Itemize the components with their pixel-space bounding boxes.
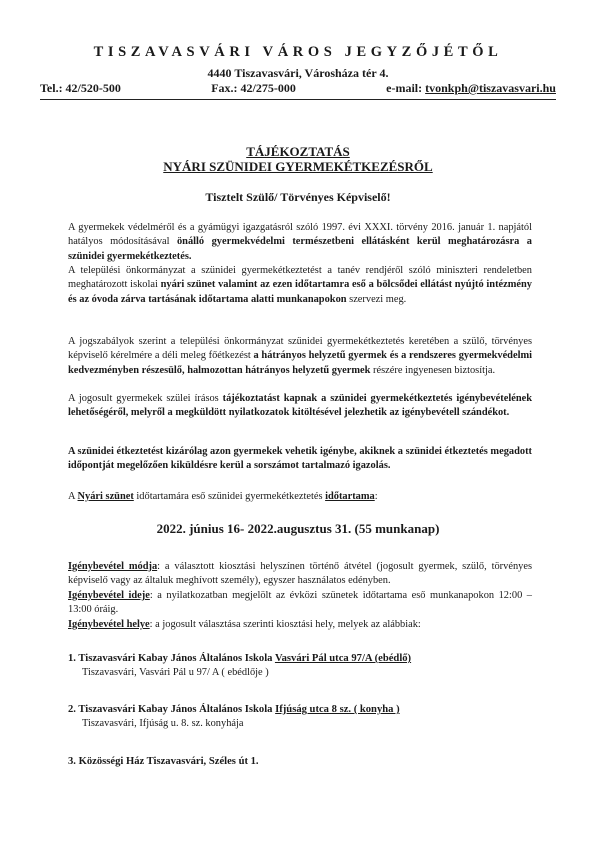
doc-title: TÁJÉKOZTATÁS <box>246 144 350 159</box>
method-text: : a választott kiosztási helyszínen történő átvétel (jogosult gyermek, szülő, törvényes képviselő vagy az általuk meghívott személy), egyszer használatos edényben. <box>68 561 532 587</box>
paragraph-6-pre: A <box>68 491 78 502</box>
paragraph-8 <box>68 589 532 618</box>
summer-break-term: Nyári szünet <box>77 491 134 502</box>
time-label: Igénybevétel ideje <box>68 590 150 601</box>
list-item-location: Ifjúság utca 8 sz. ( konyha ) <box>275 704 400 715</box>
list-item-number: 2. <box>68 704 79 715</box>
paragraph-4-text: A jogosult gyermekek szülei írásos <box>68 393 223 404</box>
issuer-name: TISZAVASVÁRI VÁROS JEGYZŐJÉTŐL <box>93 44 503 60</box>
paragraph-1 <box>68 221 532 264</box>
doc-subtitle: NYÁRI SZÜNIDEI GYERMEKÉTKEZÉSRŐL <box>163 159 433 174</box>
list-item-address: Tiszavasvári, Ifjúság u. 8. sz. konyhája <box>82 718 244 729</box>
email-label: e-mail: <box>386 81 426 95</box>
date-range: 2022. június 16- 2022.augusztus 31. (55 munkanap) <box>156 521 440 536</box>
list-item-name: Közösségi Ház Tiszavasvári, Széles út 1. <box>78 756 259 767</box>
header-divider <box>40 99 556 100</box>
list-item <box>68 755 259 769</box>
paragraph-2 <box>68 264 532 307</box>
list-item-name: Tiszavasvári Kabay János Általános Iskola <box>78 704 276 715</box>
paragraph-4 <box>68 392 532 421</box>
phone-number: Tel.: 42/520-500 <box>40 81 121 95</box>
list-item-number: 1. <box>68 653 79 664</box>
duration-term: időtartama <box>325 491 375 502</box>
place-label: Igénybevétel helye <box>68 619 150 630</box>
paragraph-6-mid: időtartamára eső szünidei gyermekétkeztetés <box>133 491 326 502</box>
paragraph-7 <box>68 560 532 589</box>
salutation: Tisztelt Szülő/ Törvényes Képviselő! <box>205 190 391 204</box>
paragraph-2-tail: szervezi meg. <box>346 293 407 305</box>
issuer-address: 4440 Tiszavasvári, Városháza tér 4. <box>207 66 389 80</box>
paragraph-6-end: : <box>374 491 378 502</box>
method-label: Igénybevétel módja <box>68 561 158 572</box>
list-item <box>68 703 400 717</box>
list-item-number: 3. <box>68 756 79 767</box>
paragraph-3-bold: a hátrányos helyzetű gyermek és a rendszeres gyermekvédelmi kedvezményben részesülő, halmozottan hátrányos helyzetű gyermek <box>68 350 533 376</box>
list-item-address: Tiszavasvári, Vasvári Pál u 97/ A ( ebédlője ) <box>82 667 269 678</box>
paragraph-1-bold: önálló gyermekvédelmi természetbeni ellátásként kerül meghatározásra a szünidei gyermekétkeztetés. <box>68 236 532 262</box>
paragraph-3 <box>68 335 532 378</box>
list-item <box>68 652 411 666</box>
paragraph-5 <box>68 445 532 474</box>
email-block <box>386 81 556 96</box>
place-text: : a jogosult választása szerinti kiosztási hely, melyek az alábbiak: <box>149 619 421 630</box>
paragraph-6 <box>68 490 532 504</box>
email-address: tvonkph@tiszavasvari.hu <box>425 81 556 95</box>
paragraph-1-text: A gyermekek védelméről és a gyámügyi igazgatásról szóló 1997. évi XXXI. törvény 2016. január 1. napjától hatályos módosításával <box>68 222 532 248</box>
paragraph-2-text: A települési önkormányzat a szünidei gyermekétkeztetést a tanév rendjéről szóló miniszteri rendeletben meghatározott iskolai <box>68 265 532 291</box>
contact-line <box>40 81 556 96</box>
paragraph-4-bold: tájékoztatást kapnak a szünidei gyermekétkeztetés igénybevételének lehetőségéről, melyről a megküldött nyilatkozatok kitöltésével jelezhetik az igénybevétell szándékot. <box>68 393 532 419</box>
paragraph-5-bold: A szünidei étkeztetést kizárólag azon gyermekek vehetik igénybe, akiknek a szünidei étkeztetés megadott időpontját megelőzően kiküldésre kerül a sorszámot tartalmazó igazolás. <box>68 446 532 472</box>
fax-number: Fax.: 42/275-000 <box>211 81 296 95</box>
list-item-location: Vasvári Pál utca 97/A (ebédlő) <box>274 653 412 664</box>
paragraph-9 <box>68 618 532 632</box>
list-item-name: Tiszavasvári Kabay János Általános Iskola <box>78 653 275 664</box>
paragraph-3-text: A jogszabályok szerint a települési önkormányzat szünidei gyermekétkeztetés keretében a szülő, törvényes képviselő kérelmére a déli meleg főétkezést <box>68 336 532 362</box>
paragraph-2-bold: nyári szünet valamint az ezen időtartamra eső a bölcsődei ellátást nyújtó intézmény és az óvoda zárva tartásának időtartama alatti munkanapokon <box>68 279 532 305</box>
time-text: : a nyilatkozatban megjelölt az évközi szünetek időtartama eső munkanapokon 12:00 – 13:00 óráig. <box>68 590 532 616</box>
paragraph-3-tail: részére ingyenesen biztosítja. <box>370 364 496 376</box>
